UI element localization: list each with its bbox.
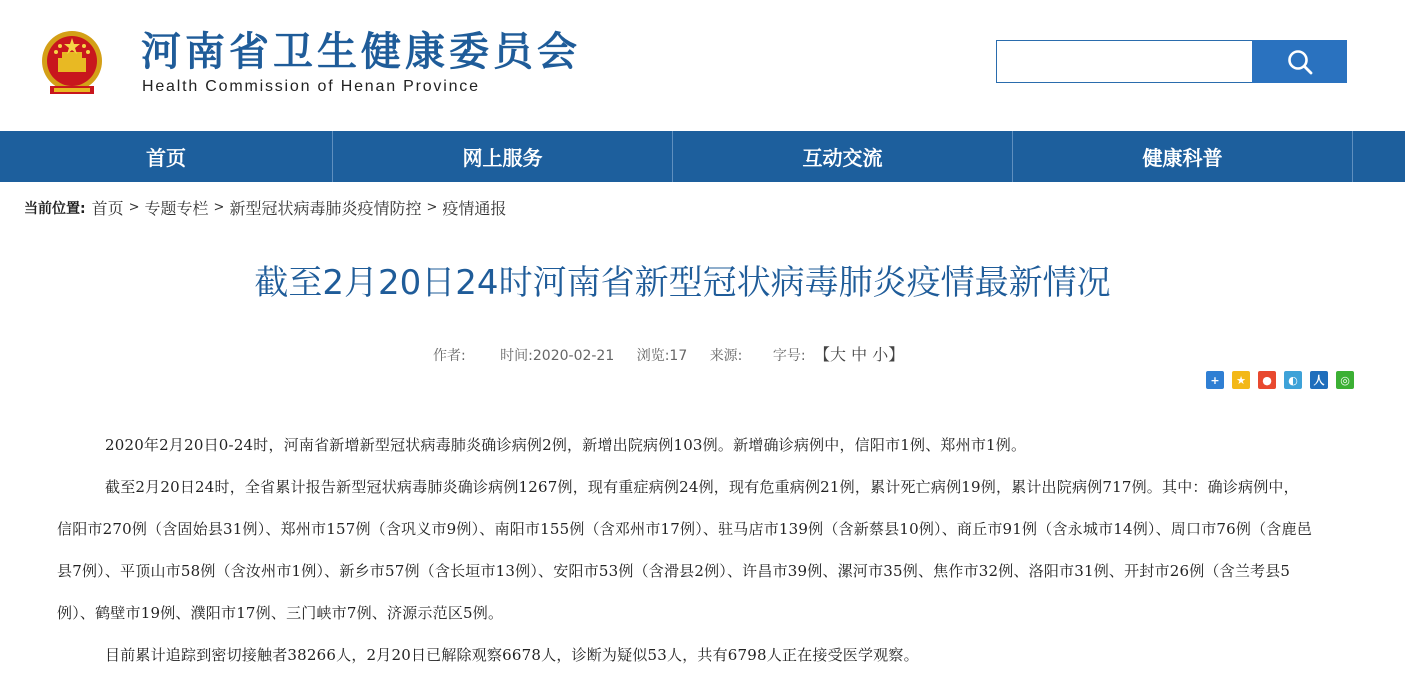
nav-filler	[1353, 131, 1405, 182]
meta-source: 来源:	[709, 348, 743, 364]
nav-item-health-science[interactable]: 健康科普	[1013, 131, 1353, 182]
article-body	[57, 424, 1312, 676]
breadcrumb-epidemic-report[interactable]: 疫情通报	[442, 199, 507, 218]
site-title[interactable]: 河南省卫生健康委员会	[141, 29, 581, 75]
national-emblem-icon	[40, 28, 104, 98]
search-input[interactable]	[996, 40, 1252, 83]
meta-font-size-label: 字号:	[772, 348, 806, 364]
article-paragraph: 2020年2月20日0-24时，河南省新增新型冠状病毒肺炎确诊病例2例，新增出院病例103例。新增确诊病例中，信阳市1例、郑州市1例。	[105, 436, 1027, 454]
site-subtitle: Health Commission of Henan Province	[142, 78, 480, 95]
search-icon	[1287, 49, 1313, 75]
font-size-switcher[interactable]: 【大 中 小】	[814, 345, 905, 364]
qzone-icon[interactable]: ★	[1232, 371, 1250, 389]
meta-time: 时间:2020-02-21	[500, 348, 615, 364]
breadcrumb-home[interactable]: 首页	[91, 199, 124, 218]
wechat-icon[interactable]: ◎	[1336, 371, 1354, 389]
breadcrumb-separator: >	[426, 200, 438, 215]
breadcrumb	[24, 196, 506, 219]
meta-author: 作者:	[433, 348, 466, 364]
breadcrumb-special-topics[interactable]: 专题专栏	[144, 199, 209, 218]
nav-item-home[interactable]: 首页	[0, 131, 333, 182]
breadcrumb-separator: >	[128, 200, 140, 215]
breadcrumb-separator: >	[213, 200, 225, 215]
search-button[interactable]	[1252, 40, 1347, 83]
breadcrumb-label: 当前位置:	[24, 200, 86, 217]
site-header	[0, 0, 1405, 131]
share-bar	[1206, 371, 1354, 389]
nav-item-interaction[interactable]: 互动交流	[673, 131, 1013, 182]
article-paragraph: 目前累计追踪到密切接触者38266人，2月20日已解除观察6678人，诊断为疑似53人，共有6798人正在接受医学观察。	[105, 646, 919, 664]
breadcrumb-covid-prevention[interactable]: 新型冠状病毒肺炎疫情防控	[229, 199, 422, 218]
article-paragraph: 截至2月20日24时，全省累计报告新型冠状病毒肺炎确诊病例1267例，现有重症病例24例，现有危重病例21例，累计死亡病例19例，累计出院病例717例。其中：确诊病例中，信阳市270例（含固始县31例）、郑州市157例（含巩义市9例）、南阳市155例（含邓州市17例）、驻马店市139例（含新蔡县10例）、商丘市91例（含永城市14例）、周口市76例（含鹿邑县7例）、平顶山市58例（含汝州市1例）、新乡市57例（含长垣市13例）、安阳市53例（含滑县2例）、许昌市39例、漯河市35例、焦作市32例、洛阳市31例、开封市26例（含兰考县5例）、鹤壁市19例、濮阳市17例、三门峡市7例、济源示范区5例。	[57, 478, 1312, 622]
plus-icon[interactable]: +	[1206, 371, 1224, 389]
renren-icon[interactable]: 人	[1310, 371, 1328, 389]
article-title: 截至2月20日24时河南省新型冠状病毒肺炎疫情最新情况	[254, 263, 1111, 303]
weibo-icon[interactable]: ●	[1258, 371, 1276, 389]
tencent-weibo-icon[interactable]: ◐	[1284, 371, 1302, 389]
article-meta	[433, 342, 916, 365]
nav-item-online-services[interactable]: 网上服务	[333, 131, 673, 182]
meta-views: 浏览:17	[636, 348, 688, 364]
main-nav	[0, 131, 1405, 182]
